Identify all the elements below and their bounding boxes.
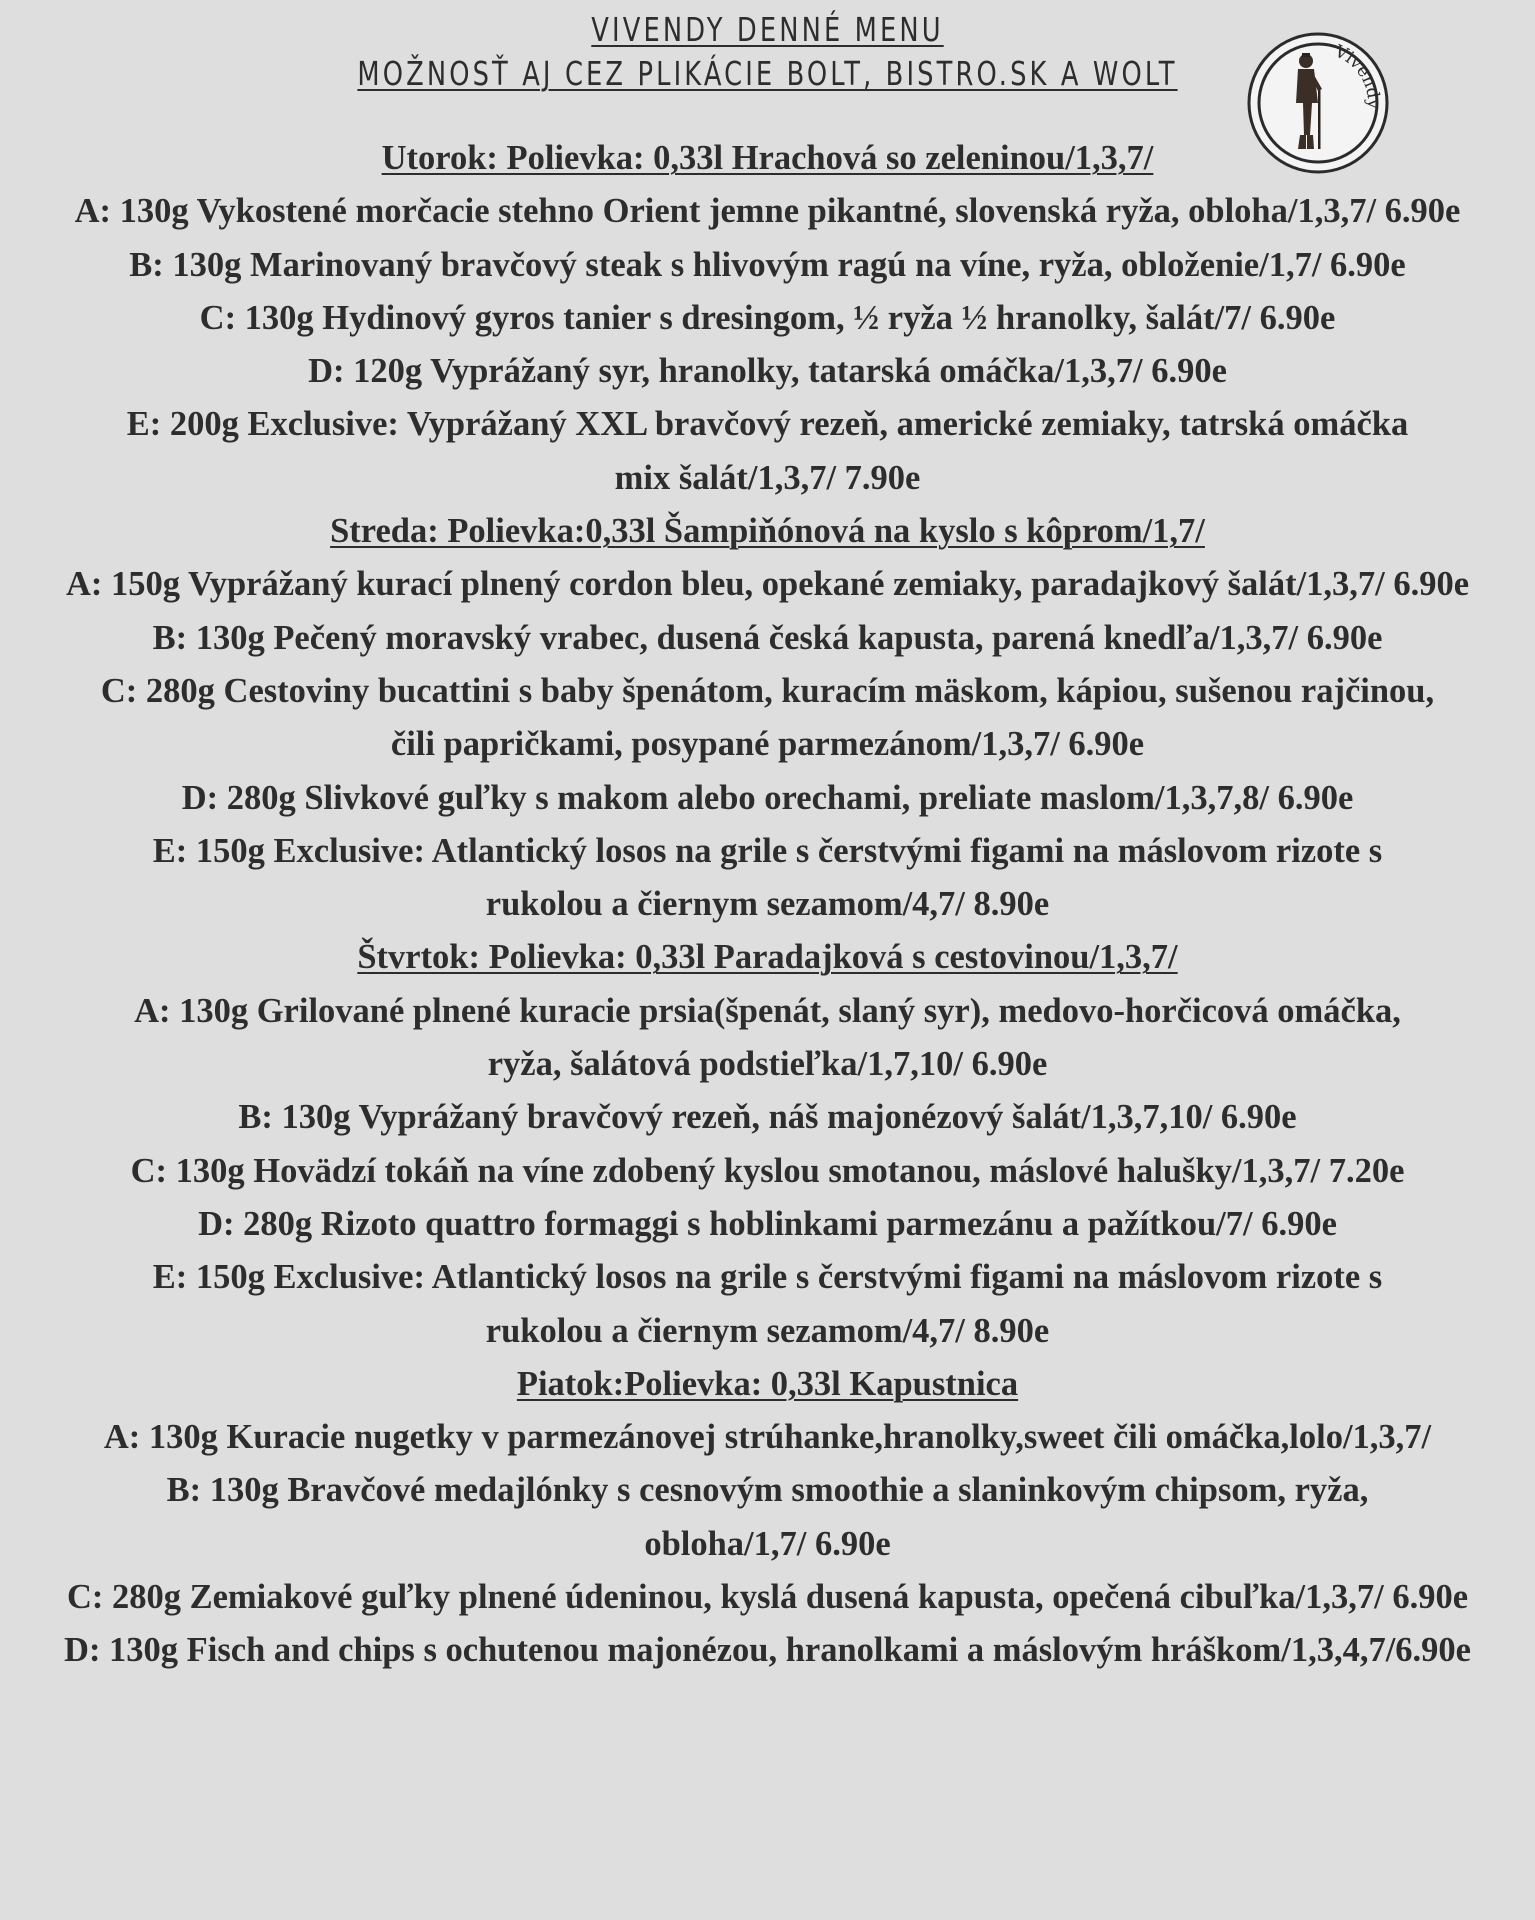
- menu-item-line: C: 130g Hovädzí tokáň na víne zdobený kyslou smotanou, máslové halušky/1,3,7/ 7.20e: [130, 1151, 1405, 1190]
- menu-item-line: A: 150g Vyprážaný kurací plnený cordon bleu, opekané zemiaky, paradajkový šalát/1,3,7/ 6.90e: [65, 565, 1470, 604]
- day-soup-heading: Piatok:Polievka: 0,33l Kapustnica: [516, 1364, 1019, 1403]
- menu-item-line: E: 150g Exclusive: Atlantický losos na grile s čerstvými figami na máslovom rizote s: [152, 831, 1383, 870]
- day-soup-heading: Streda: Polievka:0,33l Šampiňónová na kyslo s kôprom/1,7/: [330, 512, 1205, 551]
- menu-item-line: rukolou a čiernym sezamom/4,7/ 8.90e: [485, 1311, 1050, 1350]
- menu-item-line: B: 130g Vyprážaný bravčový rezeň, náš majonézový šalát/1,3,7,10/ 6.90e: [238, 1098, 1297, 1137]
- day-section-3: [0, 931, 1535, 1357]
- menu-item-line: E: 150g Exclusive: Atlantický losos na grile s čerstvými figami na máslovom rizote s: [152, 1258, 1383, 1297]
- menu-item-line: A: 130g Grilované plnené kuracie prsia(špenát, slaný syr), medovo-horčicová omáčka,: [134, 991, 1401, 1030]
- menu-item-line: obloha/1,7/ 6.90e: [644, 1524, 891, 1563]
- menu-header: [169, 8, 1366, 96]
- menu-subtitle: MOŽNOSŤ AJ CEZ PLIKÁCIE BOLT, BISTRO.SK A WOLT: [357, 54, 1178, 93]
- menu-item-line: D: 130g Fisch and chips s ochutenou majonézou, hranolkami a máslovým hráškom/1,3,4,7/6.90e: [64, 1631, 1471, 1670]
- menu-item-line: ryža, šalátová podstieľka/1,7,10/ 6.90e: [487, 1045, 1048, 1084]
- menu-item-line: D: 280g Rizoto quattro formaggi s hoblinkami parmezánu a pažítkou/7/ 6.90e: [198, 1204, 1337, 1243]
- menu-item-line: C: 280g Zemiakové guľky plnené údeninou, kyslá dusená kapusta, opečená cibuľka/1,3,7/ 6.90e: [66, 1578, 1469, 1617]
- menu-item-line: čili papričkami, posypané parmezánom/1,3,7/ 6.90e: [390, 725, 1145, 764]
- menu-item-line: A: 130g Vykostené morčacie stehno Orient jemne pikantné, slovenská ryža, obloha/1,3,7/ 6.90e: [74, 192, 1461, 231]
- menu-item-line: A: 130g Kuracie nugetky v parmezánovej strúhanke,hranolky,sweet čili omáčka,lolo/1,3,7/: [103, 1418, 1432, 1457]
- day-section-2: [0, 505, 1535, 931]
- logo-text: Vivendy: [1331, 41, 1384, 110]
- menu-item-line: E: 200g Exclusive: Vyprážaný XXL bravčový rezeň, americké zemiaky, tatrská omáčka: [126, 405, 1409, 444]
- menu-item-line: rukolou a čiernym sezamom/4,7/ 8.90e: [485, 885, 1050, 924]
- menu-item-line: B: 130g Marinovaný bravčový steak s hlivovým ragú na víne, ryža, obloženie/1,7/ 6.90e: [129, 245, 1406, 284]
- menu-item-line: mix šalát/1,3,7/ 7.90e: [614, 458, 921, 497]
- menu-item-line: C: 130g Hydinový gyros tanier s dresingom, ½ ryža ½ hranolky, šalát/7/ 6.90e: [199, 298, 1336, 337]
- day-soup-heading: Štvrtok: Polievka: 0,33l Paradajková s cestovinou/1,3,7/: [357, 938, 1178, 977]
- menu-item-line: B: 130g Pečený moravský vrabec, dusená česká kapusta, parená knedľa/1,3,7/ 6.90e: [152, 618, 1383, 657]
- menu-body: [0, 132, 1535, 1678]
- day-section-4: [0, 1358, 1535, 1678]
- menu-title: VIVENDY DENNÉ MENU: [591, 10, 944, 49]
- day-section-1: [0, 132, 1535, 505]
- menu-item-line: C: 280g Cestoviny bucattini s baby špenátom, kuracím mäskom, kápiou, sušenou rajčinou,: [100, 671, 1435, 710]
- menu-item-line: D: 120g Vyprážaný syr, hranolky, tatarská omáčka/1,3,7/ 6.90e: [308, 352, 1227, 391]
- menu-item-line: D: 280g Slivkové guľky s makom alebo orechami, preliate maslom/1,3,7,8/ 6.90e: [181, 778, 1354, 817]
- day-soup-heading: Utorok: Polievka: 0,33l Hrachová so zeleninou/1,3,7/: [381, 139, 1154, 177]
- menu-item-line: B: 130g Bravčové medajlónky s cesnovým smoothie a slaninkovým chipsom, ryža,: [166, 1471, 1369, 1510]
